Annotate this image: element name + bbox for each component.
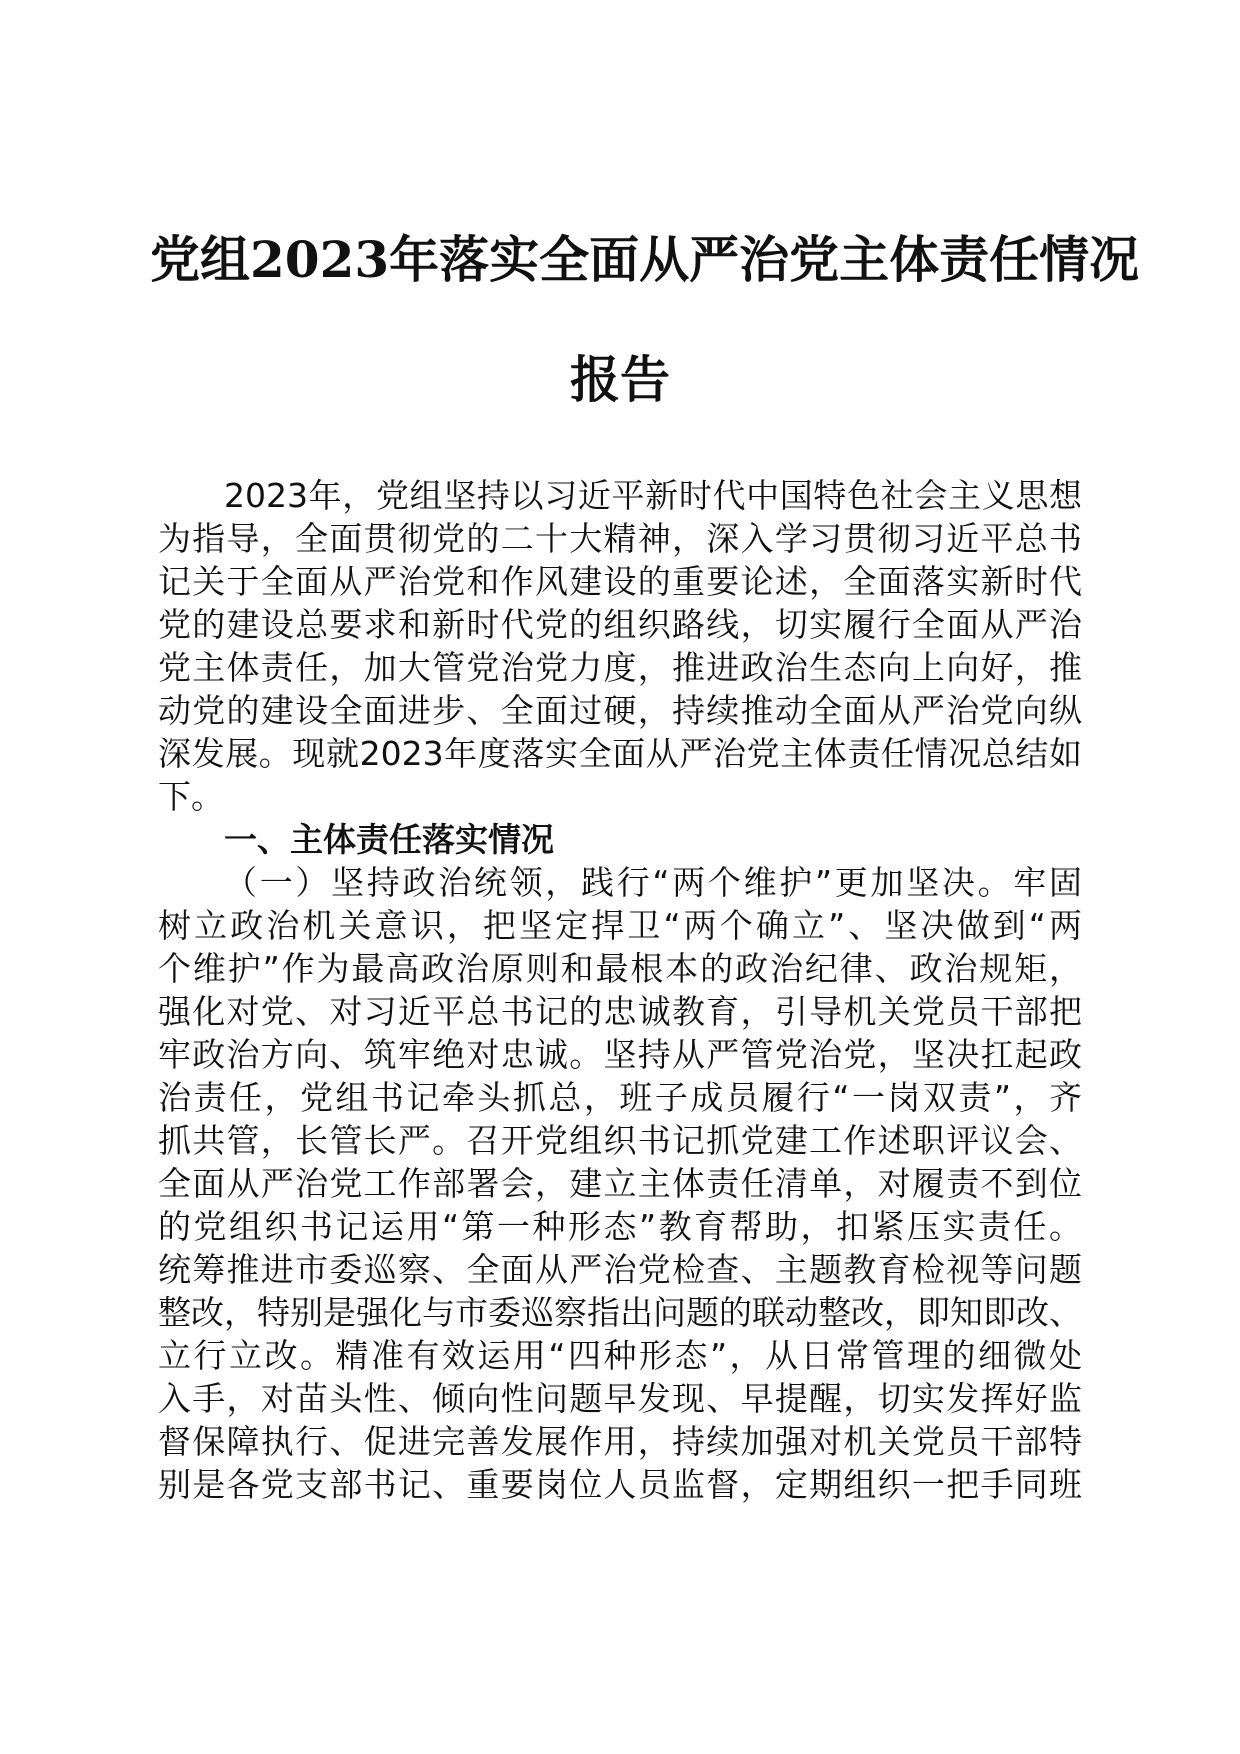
intro-line: 深发展。现就2023年度落实全面从严治党主体责任情况总结如 — [158, 734, 1082, 773]
section-paragraph-line: 别是各党支部书记、重要岗位人员监督，定期组织一把手同班 — [158, 1465, 1082, 1504]
section-paragraph-line: 强化对党、对习近平总书记的忠诚教育，引导机关党员干部把 — [158, 992, 1082, 1031]
section-paragraph-line: 统筹推进市委巡察、全面从严治党检查、主题教育检视等问题 — [158, 1250, 1082, 1289]
section-paragraph-line: 牢政治方向、筑牢绝对忠诚。坚持从严管党治党，坚决扛起政 — [158, 1035, 1082, 1074]
intro-line: 党主体责任，加大管党治党力度，推进政治生态向上向好，推 — [158, 648, 1082, 687]
intro-line: 下。 — [158, 777, 224, 816]
section-paragraph-line: 的党组织书记运用“第一种形态”教育帮助，扣紧压实责任。 — [158, 1207, 1082, 1246]
section-paragraph-line: 立行立改。精准有效运用“四种形态”，从日常管理的细微处 — [158, 1336, 1082, 1375]
section-heading: 一、主体责任落实情况 — [224, 820, 554, 859]
section-paragraph-line: 治责任，党组书记牵头抓总，班子成员履行“一岗双责”，齐 — [158, 1078, 1082, 1117]
document-title-line-2: 报告 — [570, 350, 670, 409]
section-paragraph-line: 树立政治机关意识，把坚定捍卫“两个确立”、坚决做到“两 — [158, 906, 1082, 945]
intro-line: 为指导，全面贯彻党的二十大精神，深入学习贯彻习近平总书 — [158, 519, 1082, 558]
intro-line: 2023年，党组坚持以习近平新时代中国特色社会主义思想 — [224, 476, 1082, 515]
section-paragraph-line: 督保障执行、促进完善发展作用，持续加强对机关党员干部特 — [158, 1422, 1082, 1461]
intro-line: 记关于全面从严治党和作风建设的重要论述，全面落实新时代 — [158, 562, 1082, 601]
intro-line: 动党的建设全面进步、全面过硬，持续推动全面从严治党向纵 — [158, 691, 1082, 730]
document-title-line-1: 党组2023年落实全面从严治党主体责任情况 — [150, 230, 1140, 289]
section-paragraph-line: 全面从严治党工作部署会，建立主体责任清单，对履责不到位 — [158, 1164, 1082, 1203]
section-paragraph-line: 入手，对苗头性、倾向性问题早发现、早提醒，切实发挥好监 — [158, 1379, 1082, 1418]
intro-line: 党的建设总要求和新时代党的组织路线，切实履行全面从严治 — [158, 605, 1082, 644]
section-paragraph-line: 个维护”作为最高政治原则和最根本的政治纪律、政治规矩， — [158, 949, 1082, 988]
section-paragraph-line: （一）坚持政治统领，践行“两个维护”更加坚决。牢固 — [224, 863, 1082, 902]
section-paragraph-line: 抓共管，长管长严。召开党组织书记抓党建工作述职评议会、 — [158, 1121, 1082, 1160]
section-paragraph-line: 整改，特别是强化与市委巡察指出问题的联动整改，即知即改、 — [158, 1293, 1082, 1332]
document-body — [158, 474, 1082, 1506]
